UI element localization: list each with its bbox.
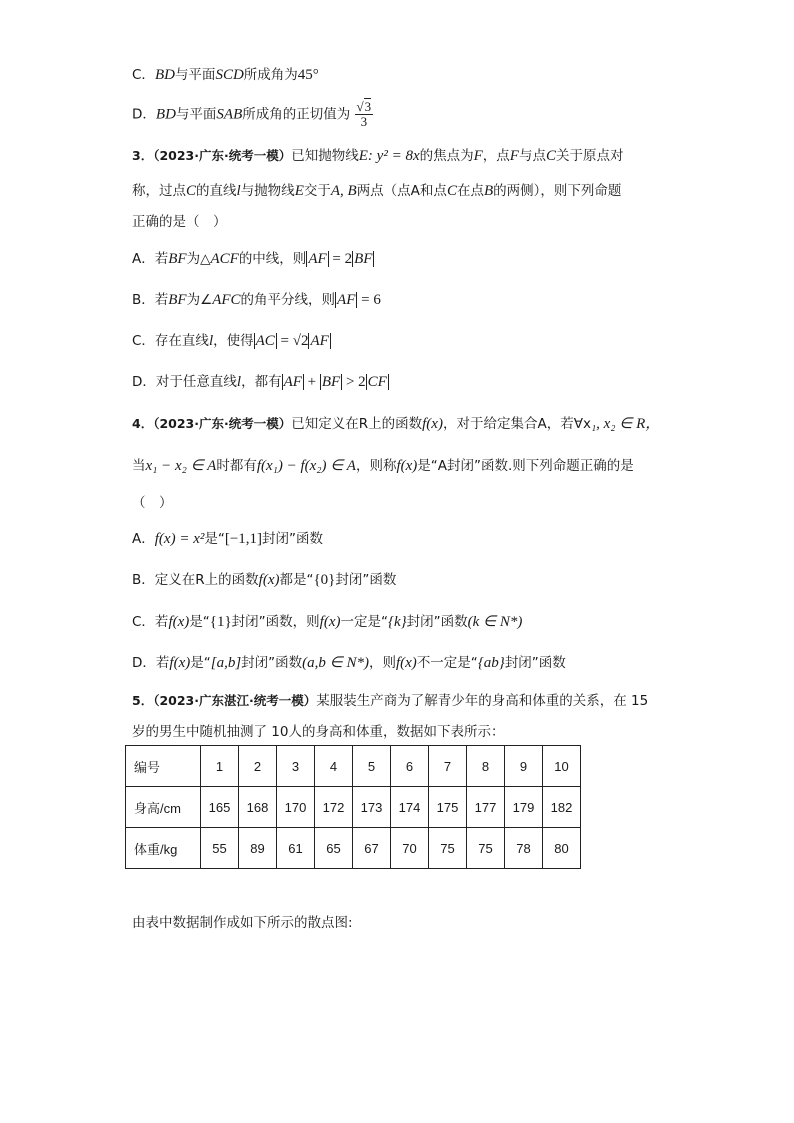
q3-option-b: B．若BF为∠AFC的角平分线，则 AF = 6: [132, 292, 381, 308]
q3-stem-line1: 3．（2023·广东·统考一模）已知抛物线E: y² = 8x的焦点为F，点F与点C关于原点对: [132, 148, 624, 164]
q4-option-a: A．f(x) = x²是“[−1,1]封闭”函数: [132, 531, 324, 547]
q2-option-c: C．BD与平面SCD所成角为45°: [132, 67, 319, 83]
q5-after-table-text: 由表中数据制作成如下所示的散点图:: [132, 915, 353, 931]
q3-option-a: A．若BF为△ACF的中线，则 AF = 2 BF: [132, 251, 373, 267]
q3-stem-line3: 正确的是（ ）: [132, 214, 227, 230]
q4-source: （2023·广东·统考一模）: [153, 416, 292, 431]
q3-option-c: C．存在直线l，使得 AC = √2 AF: [132, 333, 329, 349]
q3-source: （2023·广东·统考一模）: [153, 148, 292, 163]
q4-option-c: C．若f(x)是“{1}封闭”函数，则f(x)一定是“{k}封闭”函数(k ∈ N*): [132, 614, 523, 630]
q2-option-d: D．BD与平面SAB所成角的正切值为 $\frac{√3}{3}$: [132, 99, 372, 129]
height-weight-table: [125, 745, 581, 869]
q4-option-b: B．定义在R上的函数f(x)都是“{0}封闭”函数: [132, 572, 397, 588]
q4-stem-line1: 4．（2023·广东·统考一模）已知定义在R上的函数f(x)，对于给定集合A，若∀x₁, x₂ ∈ R，: [132, 416, 661, 432]
table-row: 编号 1 2 3 4 5 6 7 8 9 10: [126, 746, 581, 787]
q4-option-d: D．若f(x)是“[a,b]封闭”函数(a,b ∈ N*)，则f(x)不一定是“{ab}封闭”函数: [132, 655, 566, 671]
q4-stem-line3: （ ）: [132, 495, 173, 511]
fraction-sqrt3-over-3: $\frac{√3}{3}$: [356, 99, 372, 129]
q5-stem-line2: 岁的男生中随机抽测了 10人的身高和体重，数据如下表所示：: [132, 724, 505, 740]
q5-stem-line1: 5．（2023·广东湛江·统考一模）某服装生产商为了解青少年的身高和体重的关系，在 15: [132, 693, 649, 709]
q3-option-d: D．对于任意直线l，都有 AF + BF > 2 CF: [132, 374, 387, 390]
table-row: 体重/kg 55 89 61 65 67 70 75 75 78 80: [126, 828, 581, 869]
q5-source: （2023·广东湛江·统考一模）: [153, 693, 317, 708]
table-row: 身高/cm 165 168 170 172 173 174 175 177 179 182: [126, 787, 581, 828]
q3-stem-line2: 称，过点C的直线l与抛物线E交于A, B两点（点A和点C在点B的两侧），则下列命题: [132, 183, 622, 199]
q4-stem-line2: 当x₁ − x₂ ∈ A时都有f(x₁) − f(x₂) ∈ A，则称f(x)是“A封闭”函数.则下列命题正确的是: [132, 458, 634, 474]
